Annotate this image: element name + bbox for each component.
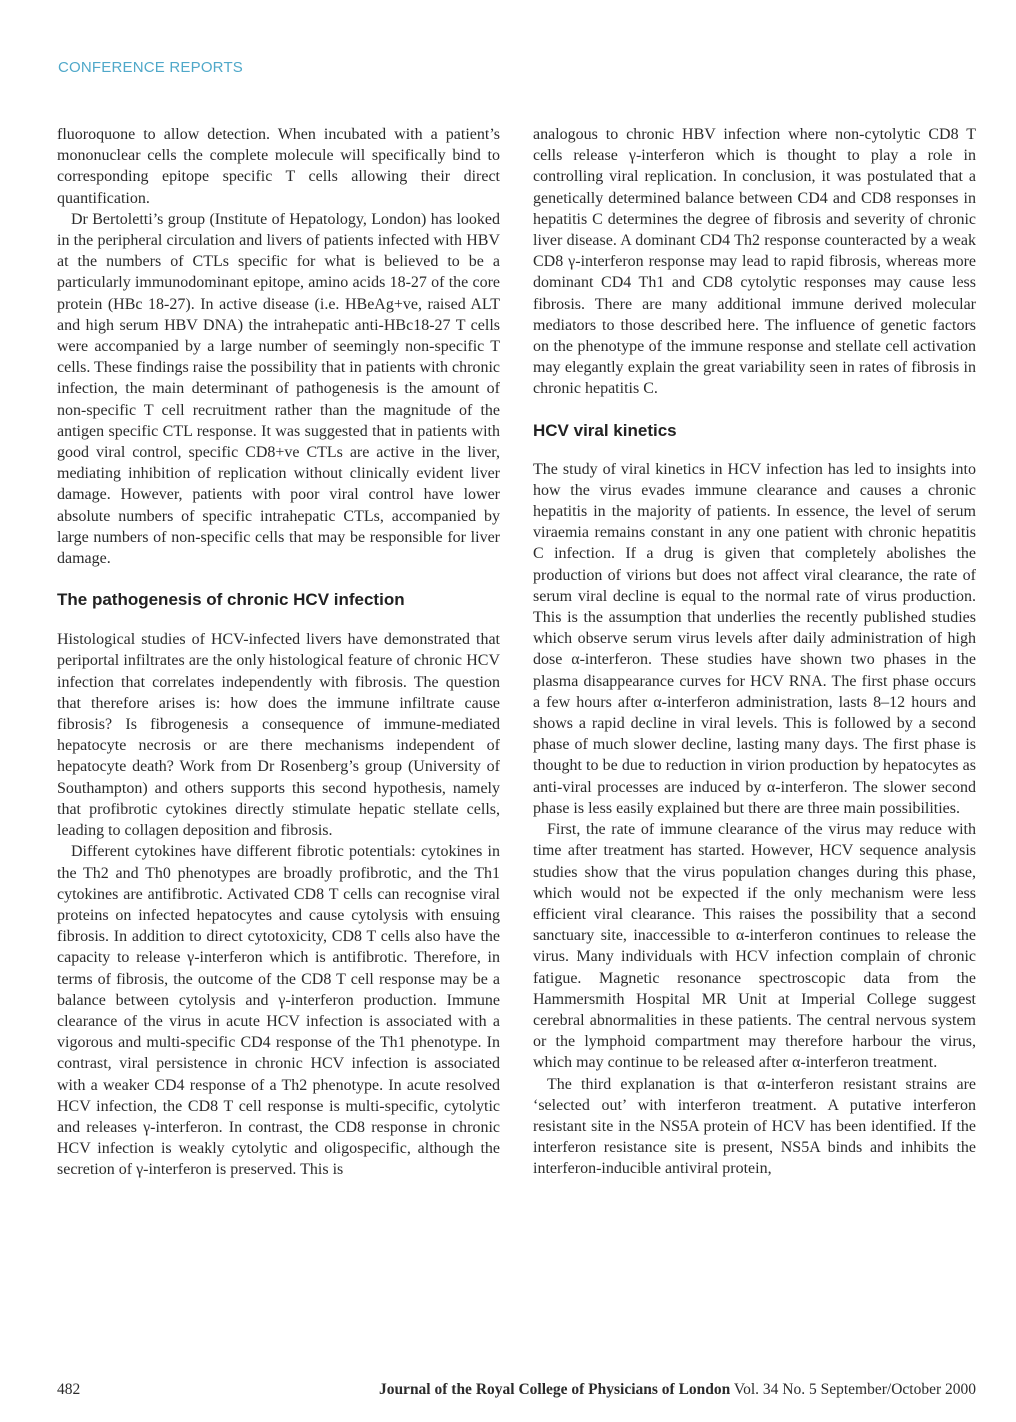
journal-title: Journal of the Royal College of Physicians of London: [378, 1381, 731, 1398]
body-paragraph: Histological studies of HCV-infected livers have demonstrated that periportal infiltrates are the only histological feature of chronic HCV infection that correlates independently with fibrosis. The question that therefore arises is: how does the immune infiltrate cause fibrosis? Is fibrogenesis a consequence of immune-mediated hepatocyte necrosis or are there mechanisms independent of hepatocyte death? Work from Dr Rosenberg’s group (University of Southampton) and others supports this second hypothesis, namely that profibrotic cytokines directly stimulate hepatic stellate cells, leading to collagen deposition and fibrosis.: [57, 631, 500, 840]
section-heading: HCV viral kinetics: [533, 420, 677, 440]
body-paragraph: fluoroquone to allow detection. When incubated with a patient’s mononuclear cells the complete molecule will specifically bind to corresponding epitope specific T cells allowing their direct quantification.: [57, 126, 500, 207]
body-paragraph: Different cytokines have different fibrotic potentials: cytokines in the Th2 and Th0 phenotypes are broadly profibrotic, and the Th1 cytokines are antifibrotic. Activated CD8 T cells can recognise viral proteins on infected hepatocytes and cause cytolysis with ensuing fibrosis. In addition to direct cytotoxicity, CD8 T cells also have the capacity to release γ-interferon which is antifibrotic. Therefore, in terms of fibrosis, the outcome of the CD8 T cell response may be a balance between cytolysis and γ-interferon production. Immune clearance of the virus in acute HCV infection is associated with a vigorous and multi-specific CD4 response of the Th1 phenotype. In contrast, viral persistence in chronic HCV infection is associated with a weaker CD4 response of a Th2 phenotype. In acute resolved HCV infection, the CD8 T cell response is multi-specific, cytolytic and releases γ-interferon. In contrast, the CD8 response in chronic HCV infection is weakly cytolytic and oligospecific, although the secretion of γ-interferon is preserved. This is: [57, 843, 500, 1179]
body-paragraph: The study of viral kinetics in HCV infection has led to insights into how the virus evades immune clearance and causes a chronic hepatitis in the majority of patients. In essence, the level of serum viraemia remains constant in any one patient with chronic hepatitis C infection. If a drug is given that completely abolishes the production of virions but does not affect viral clearance, the rate of serum viral decline is equal to the normal rate of virus production. This is the assumption that underlies the recently published studies which observe serum virus levels after daily administration of high dose α-interferon. These studies have shown two phases in the plasma disappearance curves for HCV RNA. The first phase occurs a few hours after α-interferon administration, lasts 8–12 hours and shows a rapid decline in viral levels. This is followed by a second phase of much slower decline, lasting many days. The first phase is thought to be due to reduction in virion production by hepatocytes as anti-viral processes are induced by α-interferon. The slower second phase is less easily explained but there are three main possibilities.: [533, 460, 976, 817]
body-paragraph: The third explanation is that α-interferon resistant strains are ‘selected out’ with interferon treatment. A putative interferon resistant site in the NS5A protein of HCV has been identified. If the interferon resistance site is present, NS5A binds and inhibits the interferon-inducible antiviral protein,: [533, 1075, 976, 1178]
journal-volume: Vol. 34 No. 5 September/October 2000: [733, 1381, 976, 1398]
body-paragraph: analogous to chronic HBV infection where non-cytolytic CD8 T cells release γ-interferon which is thought to play a role in controlling viral replication. In conclusion, it was postulated that a genetically determined balance between CD4 and CD8 responses in hepatitis C determines the degree of fibrosis and severity of chronic liver disease. A dominant CD4 Th2 response counteracted by a weak CD8 γ-interferon response may lead to rapid fibrosis, whereas more dominant CD4 Th1 and CD8 cytolytic responses may cause less fibrosis. There are many additional immune derived molecular mediators to those described here. The influence of genetic factors on the phenotype of the immune response and stellate cell activation may elegantly explain the great variability seen in rates of fibrosis in chronic hepatitis C.: [533, 126, 976, 398]
right-column: [533, 124, 976, 1180]
body-paragraph: Dr Bertoletti’s group (Institute of Hepatology, London) has looked in the peripheral circulation and livers of patients infected with HBV at the numbers of CTLs specific for what is believed to be a particularly immunodominant epitope, amino acids 18-27 of the core protein (HBc 18-27). In active disease (i.e. HBeAg+ve, raised ALT and high serum HBV DNA) the intrahepatic anti-HBc18-27 T cells were accompanied by a large number of seemingly non-specific T cells. These findings raise the possibility that in patients with chronic infection, the main determinant of pathogenesis is the amount of non-specific T cell recruitment rather than the magnitude of the antigen specific CTL response. It was suggested that in patients with good viral control, specific CD8+ve CTLs are active in the liver, mediating inhibition of replication without clinically evident liver damage. However, patients with poor viral control have lower absolute numbers of specific intrahepatic CTLs, accompanied by large numbers of non-specific cells that may be responsible for liver damage.: [57, 210, 500, 568]
section-header: CONFERENCE REPORTS: [58, 59, 244, 76]
journal-citation: [379, 1381, 976, 1399]
section-heading: The pathogenesis of chronic HCV infection: [57, 590, 405, 610]
left-column: [57, 124, 500, 1181]
page-footer: [57, 1381, 976, 1399]
body-paragraph: First, the rate of immune clearance of the virus may reduce with time after treatment has started. However, HCV sequence analysis studies show that the virus population changes during this phase, which would not be expected if the only mechanism were less efficient viral clearance. This raises the possibility that a second sanctuary site, inaccessible to α-interferon continues to release the virus. Many individuals with HCV infection complain of chronic fatigue. Magnetic resonance spectroscopic data from the Hammersmith Hospital MR Unit at Imperial College suggest cerebral abnormalities in these patients. The central nervous system or the lymphoid compartment may therefore harbour the virus, which may continue to be released after α-interferon treatment.: [533, 821, 976, 1072]
page-number: 482: [57, 1381, 81, 1398]
